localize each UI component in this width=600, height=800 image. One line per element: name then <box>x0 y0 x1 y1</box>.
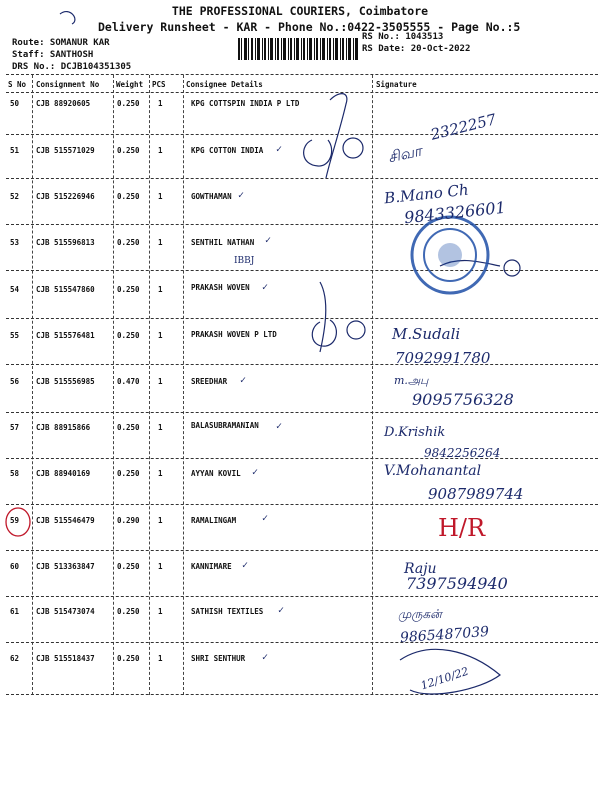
row-sno: 57 <box>10 423 20 432</box>
row-pcs: 1 <box>158 562 163 571</box>
pen-stroke <box>326 94 347 178</box>
row-pcs: 1 <box>158 607 163 616</box>
handwritten-number: 9842256264 <box>424 446 501 460</box>
red-circle-mark <box>6 508 30 536</box>
row-consignment: CJB 88940169 <box>36 469 91 478</box>
row-consignment: CJB 515518437 <box>36 654 95 663</box>
handwritten-number: 7397594940 <box>406 574 508 593</box>
row-sno: 58 <box>10 469 20 478</box>
handwritten-number: 9843326601 <box>403 197 507 228</box>
row-consignment: CJB 515556985 <box>36 377 95 386</box>
row-pcs: 1 <box>158 654 163 663</box>
handwritten-name: சிவா <box>386 141 424 167</box>
row-consignment: CJB 515576481 <box>36 331 95 340</box>
col-header-sno: S No <box>8 80 27 89</box>
check-mark-icon: ✓ <box>240 375 247 386</box>
row-weight: 0.250 <box>117 423 140 432</box>
row-sno: 60 <box>10 562 20 571</box>
row-sno: 61 <box>10 607 20 616</box>
col-header-consignment: Consignment No <box>36 80 100 89</box>
check-mark-icon: ✓ <box>242 560 249 571</box>
row-sno: 55 <box>10 331 20 340</box>
row-pcs: 1 <box>158 423 163 432</box>
col-header-weight: Weight <box>116 80 144 89</box>
row-sno: 53 <box>10 238 20 247</box>
handwritten-number: 2322257 <box>428 110 498 144</box>
check-mark-icon: ✓ <box>262 652 269 663</box>
row-consignment: CJB 88920605 <box>36 99 91 108</box>
row-pcs: 1 <box>158 99 163 108</box>
row-consignee: KPG COTTSPIN INDIA P LTD <box>191 99 300 108</box>
row-consignee: KANNIMARE <box>191 562 232 571</box>
staff-label: Staff: SANTHOSH <box>12 50 94 60</box>
row-consignment: CJB 515547860 <box>36 285 95 294</box>
row-consignee: SATHISH TEXTILES <box>191 607 264 616</box>
col-header-signature: Signature <box>376 80 417 89</box>
row-consignee: RAMALINGAM <box>191 516 237 525</box>
handwritten-name: Raju <box>404 561 437 577</box>
route-label: Route: SOMANUR KAR <box>12 38 110 48</box>
check-mark-icon: ✓ <box>262 282 269 293</box>
row-consignment: CJB 88915866 <box>36 423 91 432</box>
row-consignee: KPG COTTON INDIA <box>191 146 264 155</box>
row-pcs: 1 <box>158 516 163 525</box>
row-pcs: 1 <box>158 469 163 478</box>
subtitle: Delivery Runsheet - KAR - Phone No.:0422-3505555 - Page No.:5 <box>98 20 521 34</box>
row-consignee: BALASUBRAMANIAN <box>191 421 259 430</box>
pen-stroke <box>60 12 75 24</box>
handwritten-name: m.அபு <box>394 374 429 387</box>
check-mark-icon: ✓ <box>238 190 245 201</box>
check-mark-icon: ✓ <box>265 235 272 246</box>
circle-mark <box>343 138 363 158</box>
row-sno: 52 <box>10 192 20 201</box>
handwritten-number: 9865487039 <box>399 623 490 647</box>
row-consignee: PRAKASH WOVEN P LTD <box>191 330 277 339</box>
check-mark-icon: ✓ <box>276 144 283 155</box>
row-weight: 0.250 <box>117 238 140 247</box>
row-pcs: 1 <box>158 146 163 155</box>
handwritten-number: 9095756328 <box>412 390 514 409</box>
handwritten-name: V.Mohanantal <box>384 463 482 479</box>
row-weight: 0.250 <box>117 654 140 663</box>
handwritten-number: 7092991780 <box>395 349 491 367</box>
row-consignment: CJB 515473074 <box>36 607 95 616</box>
row-weight: 0.470 <box>117 377 140 386</box>
row-pcs: 1 <box>158 331 163 340</box>
row-weight: 0.250 <box>117 562 140 571</box>
row-weight: 0.250 <box>117 331 140 340</box>
circle-mark <box>347 321 365 339</box>
row-consignment: CJB 515546479 <box>36 516 95 525</box>
row-weight: 0.250 <box>117 285 140 294</box>
row-consignment: CJB 515596813 <box>36 238 95 247</box>
handwritten-note: IBBJ <box>234 256 255 266</box>
col-header-pcs: PCS <box>152 80 166 89</box>
row-weight: 0.290 <box>117 516 140 525</box>
handwritten-mark: H/R <box>438 514 486 542</box>
row-consignee: SHRI SENTHUR <box>191 654 246 663</box>
row-pcs: 1 <box>158 238 163 247</box>
title: THE PROFESSIONAL COURIERS, Coimbatore <box>171 4 429 18</box>
check-mark-icon: ✓ <box>262 513 269 524</box>
row-sno: 51 <box>10 146 20 155</box>
row-consignment: CJB 515226946 <box>36 192 95 201</box>
pen-stroke <box>320 282 326 352</box>
handwritten-name: D.Krishik <box>384 425 446 440</box>
row-consignee: GOWTHAMAN <box>191 192 232 201</box>
row-weight: 0.250 <box>117 607 140 616</box>
rs-no: RS No.: 1043513 <box>362 32 444 42</box>
row-sno: 59 <box>10 516 20 525</box>
handwritten-name: B.Mano Ch <box>383 180 470 208</box>
pen-stroke <box>304 140 332 166</box>
col-header-consignee: Consignee Details <box>186 80 263 89</box>
row-pcs: 1 <box>158 377 163 386</box>
handwritten-name: M.Sudali <box>392 325 461 343</box>
row-sno: 62 <box>10 654 20 663</box>
check-mark-icon: ✓ <box>252 467 259 478</box>
row-weight: 0.250 <box>117 99 140 108</box>
row-weight: 0.250 <box>117 469 140 478</box>
handwritten-date: 12/10/22 <box>419 664 471 693</box>
row-consignment: CJB 513363847 <box>36 562 95 571</box>
company-stamp <box>412 217 488 293</box>
row-consignee: AYYAN KOVIL <box>191 469 241 478</box>
row-consignment: CJB 515571029 <box>36 146 95 155</box>
row-sno: 54 <box>10 285 20 294</box>
row-consignee: SREEDHAR <box>191 377 228 386</box>
circle-mark <box>504 260 520 276</box>
handwritten-number: 9087989744 <box>428 485 524 503</box>
row-weight: 0.250 <box>117 146 140 155</box>
rs-date: RS Date: 20-Oct-2022 <box>362 44 471 54</box>
check-mark-icon: ✓ <box>276 421 283 432</box>
check-mark-icon: ✓ <box>278 605 285 616</box>
row-pcs: 1 <box>158 285 163 294</box>
row-pcs: 1 <box>158 192 163 201</box>
row-weight: 0.250 <box>117 192 140 201</box>
handwritten-name: முருகன் <box>398 607 442 621</box>
row-consignee: SENTHIL NATHAN <box>191 238 255 247</box>
drs-label: DRS No.: DCJB104351305 <box>12 62 132 72</box>
row-sno: 56 <box>10 377 20 386</box>
row-sno: 50 <box>10 99 20 108</box>
row-consignee: PRAKASH WOVEN <box>191 283 250 292</box>
